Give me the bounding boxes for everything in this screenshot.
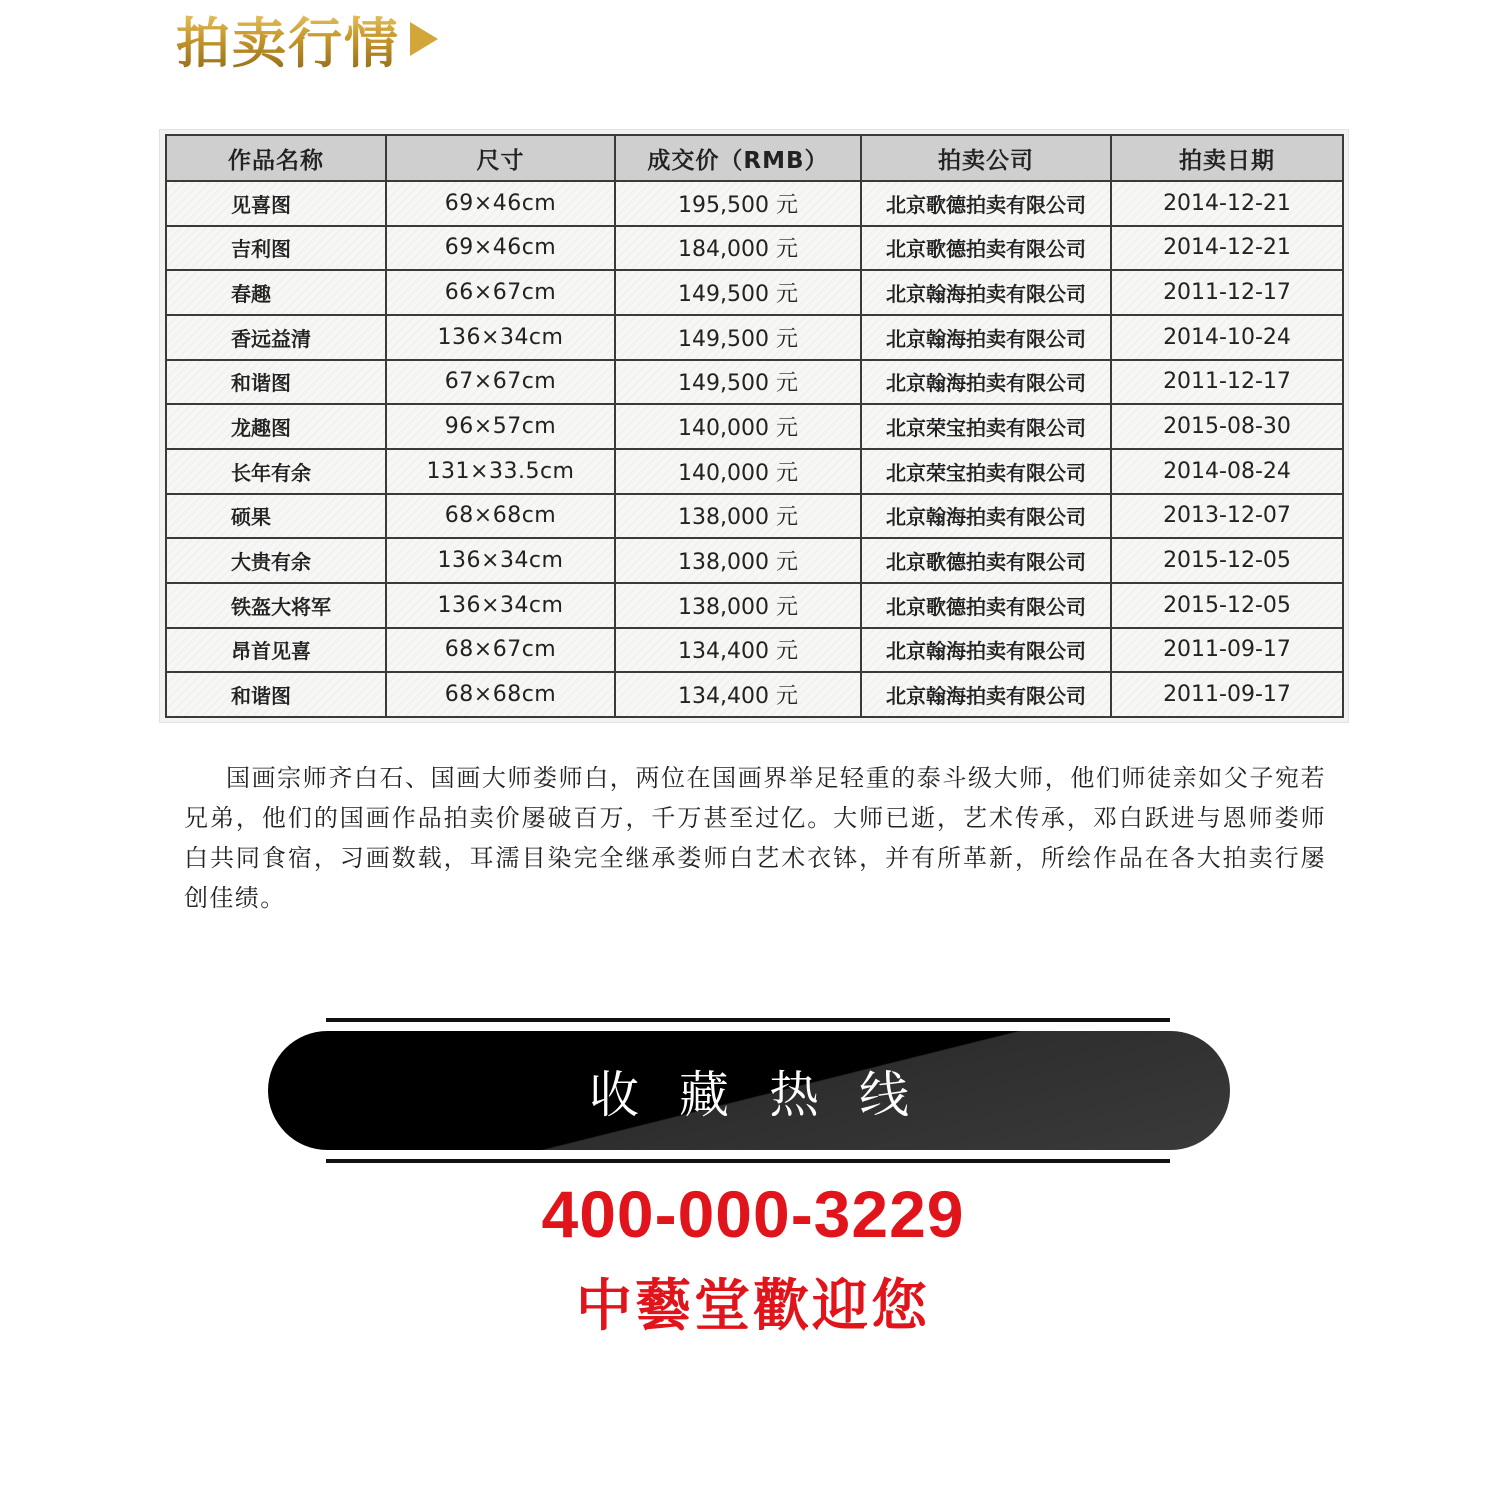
price-cell: 149,500 元 [615,270,861,315]
size-cell: 136×34cm [386,315,615,360]
auction-company-cell: 北京歌德拍卖有限公司 [861,538,1111,583]
size-cell: 96×57cm [386,404,615,449]
size-cell: 67×67cm [386,360,615,405]
size-cell: 69×46cm [386,181,615,226]
header-cell: 作品名称 [166,135,386,181]
size-cell: 136×34cm [386,538,615,583]
auction-company-cell: 北京翰海拍卖有限公司 [861,494,1111,539]
auction-table [165,134,1344,718]
auction-date-cell: 2011-12-17 [1111,270,1343,315]
size-cell: 136×34cm [386,583,615,628]
artwork-name-cell: 铁盔大将军 [166,583,386,628]
price-cell: 138,000 元 [615,538,861,583]
banner-top-rule [326,1018,1170,1022]
artwork-name-cell: 硕果 [166,494,386,539]
auction-company-cell: 北京歌德拍卖有限公司 [861,181,1111,226]
size-cell: 69×46cm [386,226,615,271]
price-cell: 140,000 元 [615,449,861,494]
table-row [166,404,1343,449]
price-cell: 195,500 元 [615,181,861,226]
price-cell: 149,500 元 [615,360,861,405]
header-cell: 拍卖日期 [1111,135,1343,181]
auction-date-cell: 2011-12-17 [1111,360,1343,405]
header-cell: 拍卖公司 [861,135,1111,181]
play-arrow-icon [410,22,438,56]
artwork-name-cell: 和谐图 [166,672,386,717]
auction-date-cell: 2013-12-07 [1111,494,1343,539]
section-title-text: 拍卖行情 [176,1,400,78]
hotline-banner [268,1031,1230,1150]
hotline-title: 收藏热线 [589,1065,949,1124]
auction-date-cell: 2014-10-24 [1111,315,1343,360]
auction-date-cell: 2014-12-21 [1111,226,1343,271]
hotline-phone-number[interactable]: 400-000-3229 [541,1177,965,1251]
table-body [166,181,1343,717]
auction-company-cell: 北京翰海拍卖有限公司 [861,672,1111,717]
price-cell: 149,500 元 [615,315,861,360]
auction-table-panel [160,130,1348,722]
auction-date-cell: 2011-09-17 [1111,628,1343,673]
artwork-name-cell: 大贵有余 [166,538,386,583]
auction-date-cell: 2011-09-17 [1111,672,1343,717]
auction-company-cell: 北京翰海拍卖有限公司 [861,315,1111,360]
auction-date-cell: 2015-08-30 [1111,404,1343,449]
size-cell: 68×67cm [386,628,615,673]
size-cell: 131×33.5cm [386,449,615,494]
size-cell: 68×68cm [386,672,615,717]
table-row [166,494,1343,539]
auction-company-cell: 北京翰海拍卖有限公司 [861,628,1111,673]
price-cell: 134,400 元 [615,672,861,717]
table-row [166,449,1343,494]
welcome-slogan: 中藝堂歡迎您 [576,1274,930,1339]
table-row [166,628,1343,673]
price-cell: 184,000 元 [615,226,861,271]
size-cell: 68×68cm [386,494,615,539]
table-row [166,226,1343,271]
section-title [176,4,438,74]
price-cell: 138,000 元 [615,583,861,628]
artwork-name-cell: 见喜图 [166,181,386,226]
table-row [166,181,1343,226]
artwork-name-cell: 春趣 [166,270,386,315]
banner-bottom-rule [326,1159,1170,1163]
size-cell: 66×67cm [386,270,615,315]
artwork-name-cell: 昂首见喜 [166,628,386,673]
table-row [166,360,1343,405]
auction-date-cell: 2014-12-21 [1111,181,1343,226]
auction-date-cell: 2015-12-05 [1111,538,1343,583]
auction-company-cell: 北京翰海拍卖有限公司 [861,360,1111,405]
intro-paragraph: 国画宗师齐白石、国画大师娄师白，两位在国画界举足轻重的泰斗级大师，他们师徒亲如父子宛若兄弟，他们的国画作品拍卖价屡破百万，千万甚至过亿。大师已逝，艺术传承，邓白跃进与恩师娄师白共同食宿，习画数载，耳濡目染完全继承娄师白艺术衣钵，并有所革新，所绘作品在各大拍卖行屡创佳绩。 [184,764,1326,912]
table-row [166,583,1343,628]
price-cell: 138,000 元 [615,494,861,539]
header-cell: 成交价（RMB） [615,135,861,181]
auction-date-cell: 2015-12-05 [1111,583,1343,628]
artwork-name-cell: 和谐图 [166,360,386,405]
price-cell: 140,000 元 [615,404,861,449]
auction-company-cell: 北京歌德拍卖有限公司 [861,226,1111,271]
artwork-name-cell: 吉利图 [166,226,386,271]
artwork-name-cell: 香远益清 [166,315,386,360]
artwork-name-cell: 龙趣图 [166,404,386,449]
header-cell: 尺寸 [386,135,615,181]
table-header-row [166,135,1343,181]
auction-company-cell: 北京翰海拍卖有限公司 [861,270,1111,315]
table-row [166,672,1343,717]
table-row [166,315,1343,360]
auction-date-cell: 2014-08-24 [1111,449,1343,494]
artwork-name-cell: 长年有余 [166,449,386,494]
table-row [166,538,1343,583]
auction-company-cell: 北京歌德拍卖有限公司 [861,583,1111,628]
auction-company-cell: 北京荣宝拍卖有限公司 [861,449,1111,494]
auction-company-cell: 北京荣宝拍卖有限公司 [861,404,1111,449]
table-row [166,270,1343,315]
price-cell: 134,400 元 [615,628,861,673]
